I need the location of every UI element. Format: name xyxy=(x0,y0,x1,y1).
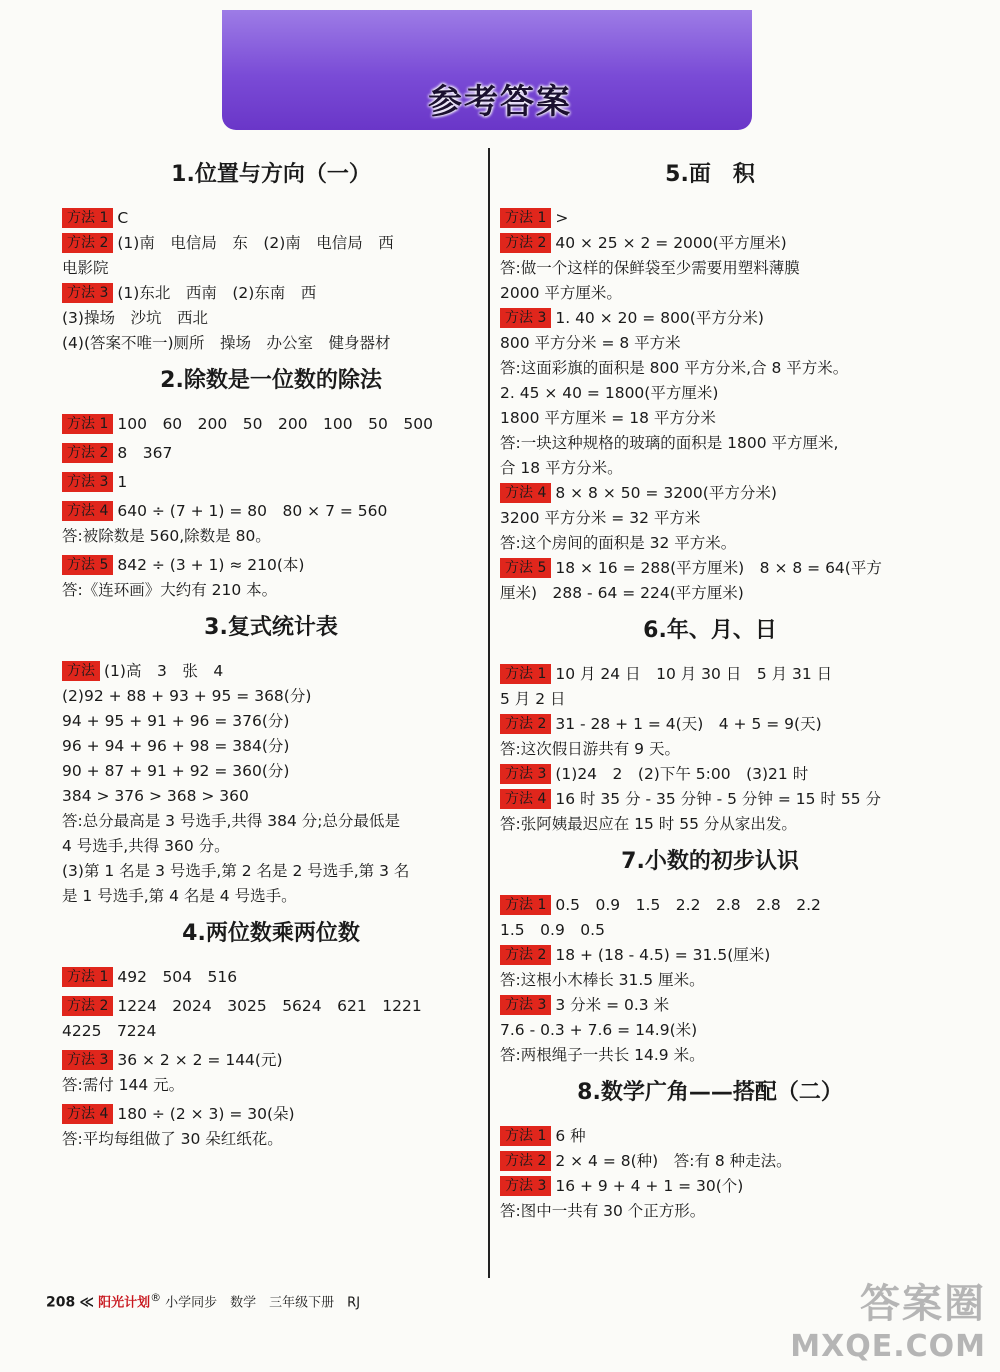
answer-line: (3)操场 沙坑 西北 xyxy=(62,309,208,327)
method-tag: 方法 2 xyxy=(62,996,113,1016)
method-tag: 方法 3 xyxy=(500,995,551,1015)
answer-line: 答:一块这种规格的玻璃的面积是 1800 平方厘米, xyxy=(500,434,839,452)
answer-line: 方法 3 36 × 2 × 2 = 144(元) xyxy=(62,1048,480,1073)
method-tag: 方法 4 xyxy=(500,789,551,809)
answer-line: 方法 2 40 × 25 × 2 = 2000(平方厘米) xyxy=(500,231,920,256)
method-tag: 方法 4 xyxy=(62,501,113,521)
method-tag: 方法 2 xyxy=(500,1151,551,1171)
answer-line: 方法 1 100 60 200 50 200 100 50 500 xyxy=(62,412,480,437)
answer-line: 方法 2 2 × 4 = 8(种) 答:有 8 种走法。 xyxy=(500,1149,920,1174)
answer-line: (2)92 + 88 + 93 + 95 = 368(分) xyxy=(62,687,312,705)
answer-line: 方法 5 18 × 16 = 288(平方厘米) 8 × 8 = 64(平方 xyxy=(500,556,920,581)
method-tag: 方法 2 xyxy=(500,714,551,734)
answer-line: 2. 45 × 40 = 1800(平方厘米) xyxy=(500,384,719,402)
answer-line: 96 + 94 + 96 + 98 = 384(分) xyxy=(62,737,290,755)
section-4-title: 4.两位数乘两位数 xyxy=(182,921,360,946)
registered-mark: ® xyxy=(150,1291,162,1304)
answer-line: 3200 平方分米 = 32 平方米 xyxy=(500,509,701,527)
answer-line: 方法 2 18 + (18 - 4.5) = 31.5(厘米) xyxy=(500,943,920,968)
page-title: 参考答案 xyxy=(428,82,572,122)
answer-line: 方法 4 180 ÷ (2 × 3) = 30(朵) xyxy=(62,1102,480,1127)
method-tag: 方法 xyxy=(62,661,100,681)
method-tag: 方法 3 xyxy=(500,1176,551,1196)
answer-line: 2000 平方厘米。 xyxy=(500,284,622,302)
answer-line: 答:这个房间的面积是 32 平方米。 xyxy=(500,534,737,552)
section-8-title: 8.数学广角——搭配（二） xyxy=(577,1080,843,1105)
answer-line: 方法 4 8 × 8 × 50 = 3200(平方分米) xyxy=(500,481,920,506)
method-tag: 方法 5 xyxy=(62,555,113,575)
brand-name: 阳光计划 xyxy=(98,1295,151,1311)
method-tag: 方法 3 xyxy=(500,764,551,784)
answer-line: 384 > 376 > 368 > 360 xyxy=(62,787,249,805)
watermark-logo-text: 答案圈 xyxy=(860,1281,986,1327)
answer-line: 方法 2 1224 2024 3025 5624 621 1221 xyxy=(62,994,480,1019)
answer-line: 方法 3 (1)24 2 (2)下午 5:00 (3)21 时 xyxy=(500,762,920,787)
method-tag: 方法 4 xyxy=(62,1104,113,1124)
method-tag: 方法 2 xyxy=(62,443,113,463)
method-tag: 方法 3 xyxy=(62,472,113,492)
answer-line: 答:这根小木棒长 31.5 厘米。 xyxy=(500,971,705,989)
method-tag: 方法 3 xyxy=(62,283,113,303)
section-7-title: 7.小数的初步认识 xyxy=(621,849,799,874)
right-column xyxy=(500,150,920,1224)
page-footer xyxy=(46,1291,360,1310)
section-5-title: 5.面 积 xyxy=(665,162,755,187)
method-tag: 方法 1 xyxy=(62,208,113,228)
method-tag: 方法 5 xyxy=(500,558,551,578)
answer-line: 答:这面彩旗的面积是 800 平方分米,合 8 平方米。 xyxy=(500,359,849,377)
answer-line: 答:两根绳子一共长 14.9 米。 xyxy=(500,1046,705,1064)
answer-line: 方法 2 8 367 xyxy=(62,441,480,466)
section-6-title: 6.年、月、日 xyxy=(643,618,777,643)
answer-line: 答:需付 144 元。 xyxy=(62,1076,185,1094)
site-watermark xyxy=(790,1272,986,1364)
answer-line: 方法 1 > xyxy=(500,206,920,231)
answer-line: 方法 4 640 ÷ (7 + 1) = 80 80 × 7 = 560 xyxy=(62,499,480,524)
method-tag: 方法 1 xyxy=(62,414,113,434)
answer-line: 答:总分最高是 3 号选手,共得 384 分;总分最低是 xyxy=(62,812,401,830)
answer-line: 方法 2 31 - 28 + 1 = 4(天) 4 + 5 = 9(天) xyxy=(500,712,920,737)
answer-line: (3)第 1 名是 3 号选手,第 2 名是 2 号选手,第 3 名 xyxy=(62,862,410,880)
method-tag: 方法 4 xyxy=(500,483,551,503)
chevron-left-icon: ≪ xyxy=(79,1294,95,1311)
answer-line: 方法 (1)高 3 张 4 xyxy=(62,659,480,684)
answer-line: 方法 3 (1)东北 西南 (2)东南 西 xyxy=(62,281,480,306)
method-tag: 方法 3 xyxy=(500,308,551,328)
answer-line: 4225 7224 xyxy=(62,1022,157,1040)
answer-line: 答:这次假日游共有 9 天。 xyxy=(500,740,680,758)
section-2-title: 2.除数是一位数的除法 xyxy=(160,368,382,393)
method-tag: 方法 1 xyxy=(500,208,551,228)
answer-line: 方法 1 0.5 0.9 1.5 2.2 2.8 2.8 2.2 xyxy=(500,893,920,918)
method-tag: 方法 2 xyxy=(500,945,551,965)
method-tag: 方法 1 xyxy=(500,895,551,915)
answer-line: 方法 1 C xyxy=(62,206,480,231)
answer-line: 方法 1 10 月 24 日 10 月 30 日 5 月 31 日 xyxy=(500,662,920,687)
answer-line: 方法 3 3 分米 = 0.3 米 xyxy=(500,993,920,1018)
answer-line: 是 1 号选手,第 4 名是 4 号选手。 xyxy=(62,887,297,905)
answer-line: 合 18 平方分米。 xyxy=(500,459,623,477)
method-tag: 方法 2 xyxy=(500,233,551,253)
method-tag: 方法 1 xyxy=(500,1126,551,1146)
answer-line: 答:被除数是 560,除数是 80。 xyxy=(62,527,271,545)
answer-line: 1800 平方厘米 = 18 平方分米 xyxy=(500,409,716,427)
answer-line: 方法 2 (1)南 电信局 东 (2)南 电信局 西 xyxy=(62,231,480,256)
method-tag: 方法 1 xyxy=(62,967,113,987)
answer-line: 答:平均每组做了 30 朵红纸花。 xyxy=(62,1130,283,1148)
answer-line: 方法 3 1 xyxy=(62,470,480,495)
answer-line: 答:张阿姨最迟应在 15 时 55 分从家出发。 xyxy=(500,815,797,833)
answer-line: 方法 1 492 504 516 xyxy=(62,965,480,990)
answer-line: 方法 1 6 种 xyxy=(500,1124,920,1149)
page-number: 208 xyxy=(46,1294,76,1311)
answer-line: 方法 3 1. 40 × 20 = 800(平方分米) xyxy=(500,306,920,331)
answer-line: 方法 3 16 + 9 + 4 + 1 = 30(个) xyxy=(500,1174,920,1199)
section-3-title: 3.复式统计表 xyxy=(204,615,338,640)
answer-line: 90 + 87 + 91 + 92 = 360(分) xyxy=(62,762,290,780)
method-tag: 方法 3 xyxy=(62,1050,113,1070)
answer-line: 方法 4 16 时 35 分 - 35 分钟 - 5 分钟 = 15 时 55 分 xyxy=(500,787,920,812)
answer-line: 800 平方分米 = 8 平方米 xyxy=(500,334,681,352)
book-info: 小学同步 数学 三年级下册 RJ xyxy=(165,1295,361,1311)
answer-line: 4 号选手,共得 360 分。 xyxy=(62,837,230,855)
answer-line: 5 月 2 日 xyxy=(500,690,566,708)
answer-line: 1.5 0.9 0.5 xyxy=(500,921,605,939)
answer-line: 7.6 - 0.3 + 7.6 = 14.9(米) xyxy=(500,1021,698,1039)
answer-line: 94 + 95 + 91 + 96 = 376(分) xyxy=(62,712,290,730)
answer-line: 方法 5 842 ÷ (3 + 1) ≈ 210(本) xyxy=(62,553,480,578)
answer-line: 答:《连环画》大约有 210 本。 xyxy=(62,581,278,599)
answer-line: 答:做一个这样的保鲜袋至少需要用塑料薄膜 xyxy=(500,259,800,277)
column-divider xyxy=(488,148,490,1278)
method-tag: 方法 2 xyxy=(62,233,113,253)
answer-line: (4)(答案不唯一)厕所 操场 办公室 健身器材 xyxy=(62,334,391,352)
answer-line: 电影院 xyxy=(62,259,109,277)
watermark-domain: MXQE.COM xyxy=(790,1329,986,1364)
method-tag: 方法 1 xyxy=(500,664,551,684)
answer-line: 答:图中一共有 30 个正方形。 xyxy=(500,1202,706,1220)
left-column xyxy=(62,150,480,1152)
section-1-title: 1.位置与方向（一） xyxy=(171,162,371,187)
answer-line: 厘米) 288 - 64 = 224(平方厘米) xyxy=(500,584,744,602)
